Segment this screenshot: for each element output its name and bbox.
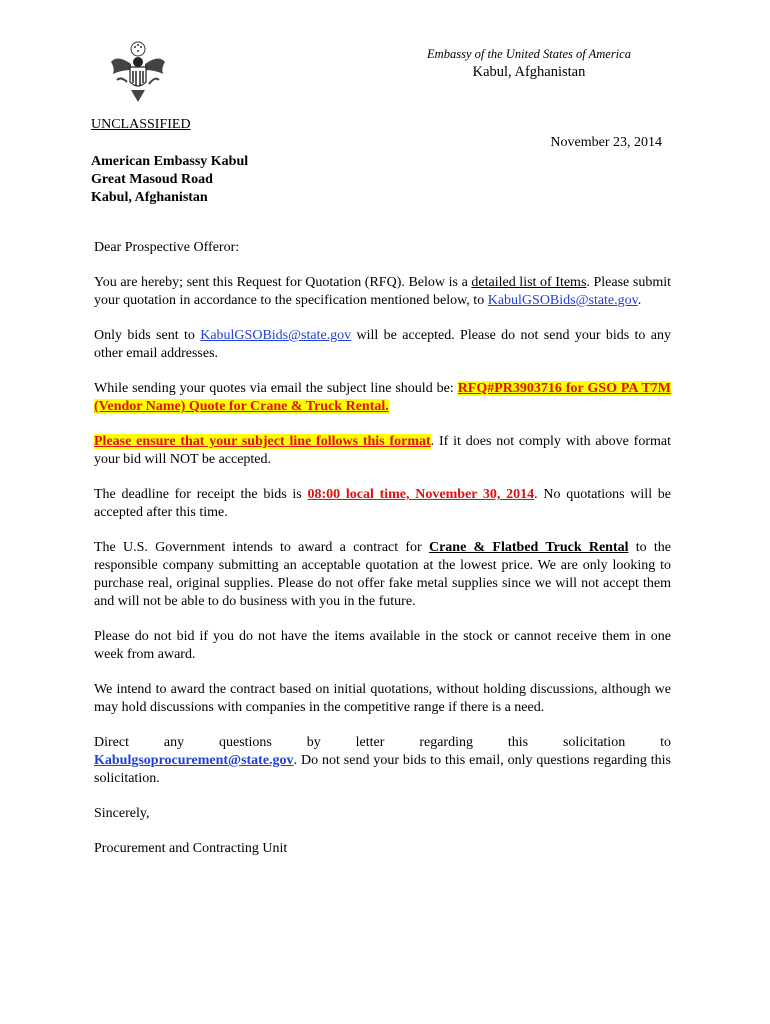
salutation: Dear Prospective Offeror: [94,240,240,255]
text: . Please submit your quotation in accordance to the specification mentioned below, to [94,275,671,308]
signature: Procurement and Contracting Unit [94,841,288,856]
deadline: 08:00 local time, November 30, 2014 [307,487,535,502]
embassy-location: Kabul, Afghanistan [472,64,586,80]
paragraph-deadline [94,486,671,522]
questions-line [94,734,671,752]
address-line: American Embassy Kabul [91,154,249,169]
text: . Do not send your bids to this email, only questions regarding this solicitation. [94,753,671,786]
text: . [637,293,642,308]
word: regarding [419,735,473,750]
classification-label: UNCLASSIFIED [91,117,191,132]
paragraph-bids-email [94,327,671,363]
letter-body [94,239,671,875]
word: questions [218,735,272,750]
text: Only bids sent to [94,328,201,343]
text: to the responsible company submitting an acceptable quotation at the lowest price. We are only looking to purchase real, original supplies. Please do not offer fake metal supplies since we will not accept them and will not be able to do business with you in the future. [94,540,671,609]
paragraph-subject-line [94,380,671,416]
procurement-email-link[interactable]: Kabulgsoprocurement@state.gov [94,753,294,768]
paragraph-discussions: We intend to award the contract based on initial quotations, without holding discussions, although we may hold discussions with companies in the competitive range if there is a need. [94,682,671,715]
text: You are hereby; sent this Request for Quotation (RFQ). Below is a [94,275,472,290]
word: this [507,735,529,750]
text: . No quotations will be accepted after this time. [94,487,672,520]
address-line: Great Masoud Road [91,172,213,187]
text: . If it does not comply with above format your bid will NOT be accepted. [94,434,671,467]
contract-item: Crane & Flatbed Truck Rental [428,540,629,555]
items-list-text: detailed list of Items [471,275,587,290]
recipient-address [91,153,248,207]
text: will be accepted. Please do not send your bids to any other email addresses. [94,328,671,361]
great-seal-eagle-icon [107,40,169,106]
paragraph-availability: Please do not bid if you do not have the items available in the stock or cannot receive them in one week from award. [94,629,671,662]
format-warning-highlight: Please ensure that your subject line follows this format [94,434,431,449]
paragraph-intro [94,274,671,310]
word: any [163,735,185,750]
word: letter [355,735,385,750]
text: The U.S. Government intends to award a contract for [94,540,429,555]
letter-date: November 23, 2014 [550,135,662,150]
word: solicitation [562,735,626,750]
text: The deadline for receipt the bids is [94,487,308,502]
text: While sending your quotes via email the subject line should be: [94,381,458,396]
paragraph-award [94,539,671,611]
word: by [306,735,321,750]
paragraph-format-warning [94,433,671,469]
bids-email-link[interactable]: KabulGSOBids@state.gov [487,293,638,308]
word: to [660,735,671,750]
required-subject-line: RFQ#PR3903716 for GSO PA T7M (Vendor Name) Quote for Crane & Truck Rental. [94,381,671,414]
address-line: Kabul, Afghanistan [91,190,208,205]
paragraph-questions [94,734,671,788]
embassy-name: Embassy of the United States of America [427,47,631,61]
word: Direct [94,735,129,750]
bids-email-link[interactable]: KabulGSOBids@state.gov [200,328,352,343]
closing: Sincerely, [94,806,150,821]
